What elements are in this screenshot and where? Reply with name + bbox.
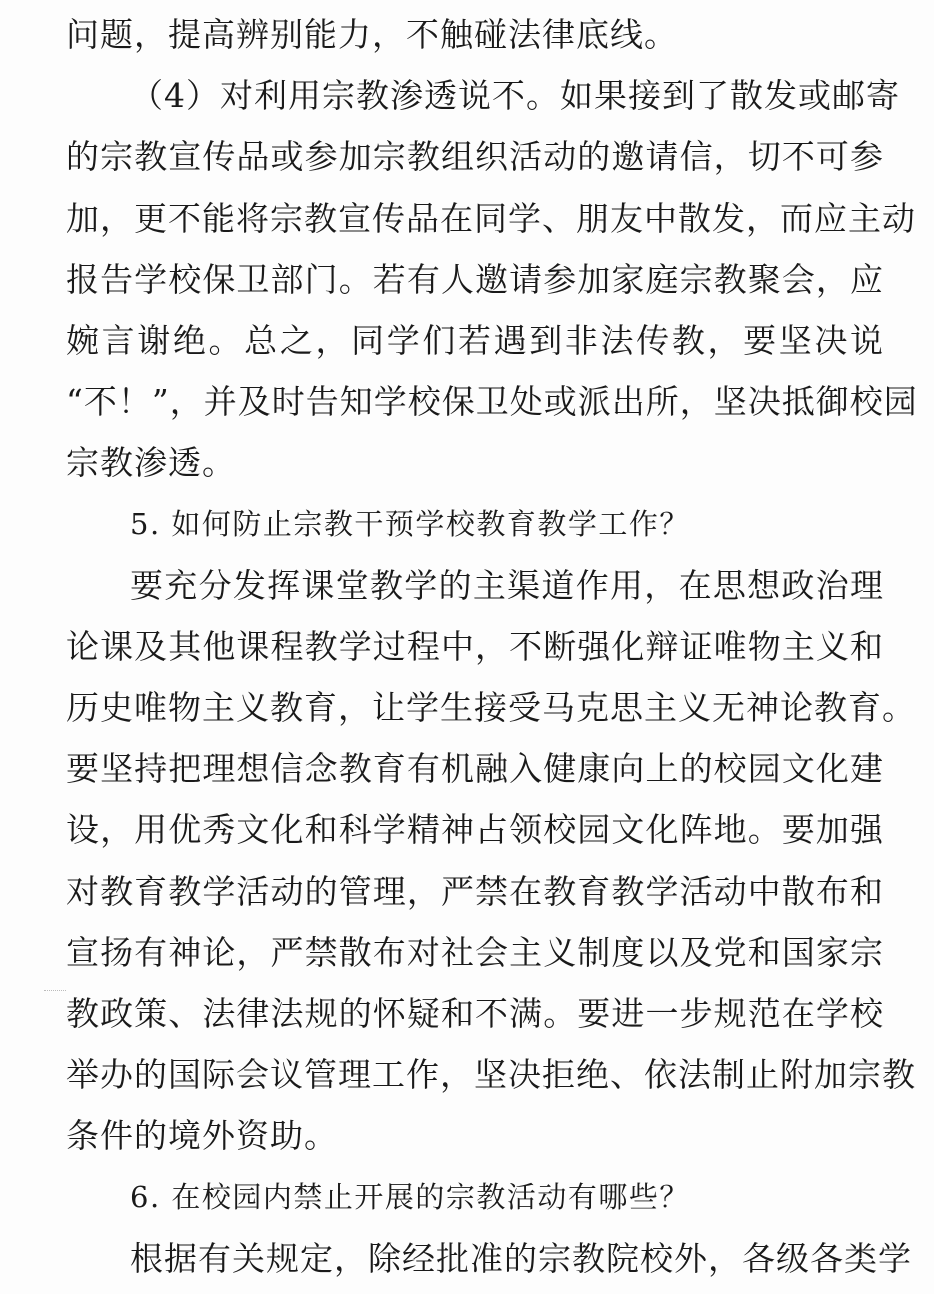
text-line: 要充分发挥课堂教学的主渠道作用，在思想政治理 [130,565,884,605]
scan-speck [44,990,66,993]
text-line: 报告学校保卫部门。若有人邀请参加家庭宗教聚会，应 [66,259,884,299]
text-line: 历史唯物主义教育，让学生接受马克思主义无神论教育。 [66,688,916,728]
text-line: 设，用优秀文化和科学精神占领校园文化阵地。要加强 [66,810,884,850]
text-line: 对教育教学活动的管理，严禁在教育教学活动中散布和 [66,871,884,911]
text-line: 婉言谢绝。总之，同学们若遇到非法传教，要坚决说 [66,320,884,360]
text-line: 条件的境外资助。 [66,1116,338,1156]
text-line: 根据有关规定，除经批准的宗教院校外，各级各类学 [130,1238,912,1278]
text-line: 要坚持把理想信念教育有机融入健康向上的校园文化建 [66,749,884,789]
text-line: “不！”，并及时告知学校保卫处或派出所，坚决抵御校园 [66,382,918,422]
body-text [66,4,918,1289]
text-line: 的宗教宣传品或参加宗教组织活动的邀请信，切不可参 [66,137,884,177]
text-line: 宣扬有神论，严禁散布对社会主义制度以及党和国家宗 [66,932,884,972]
text-line: （4）对利用宗教渗透说不。如果接到了散发或邮寄 [130,76,900,116]
text-line: 举办的国际会议管理工作，坚决拒绝、依法制止附加宗教 [66,1055,916,1095]
text-line: 教政策、法律法规的怀疑和不满。要进一步规范在学校 [66,994,884,1033]
text-line: 论课及其他课程教学过程中，不断强化辩证唯物主义和 [66,626,884,666]
text-line: 宗教渗透。 [66,443,236,483]
text-line: 问题，提高辨别能力，不触碰法律底线。 [66,15,678,54]
section-heading: 6. 在校园内禁止开展的宗教活动有哪些？ [130,1179,690,1214]
section-heading: 5. 如何防止宗教干预学校教育教学工作？ [130,506,690,541]
text-line: 加，更不能将宗教宣传品在同学、朋友中散发，而应主动 [66,198,916,238]
